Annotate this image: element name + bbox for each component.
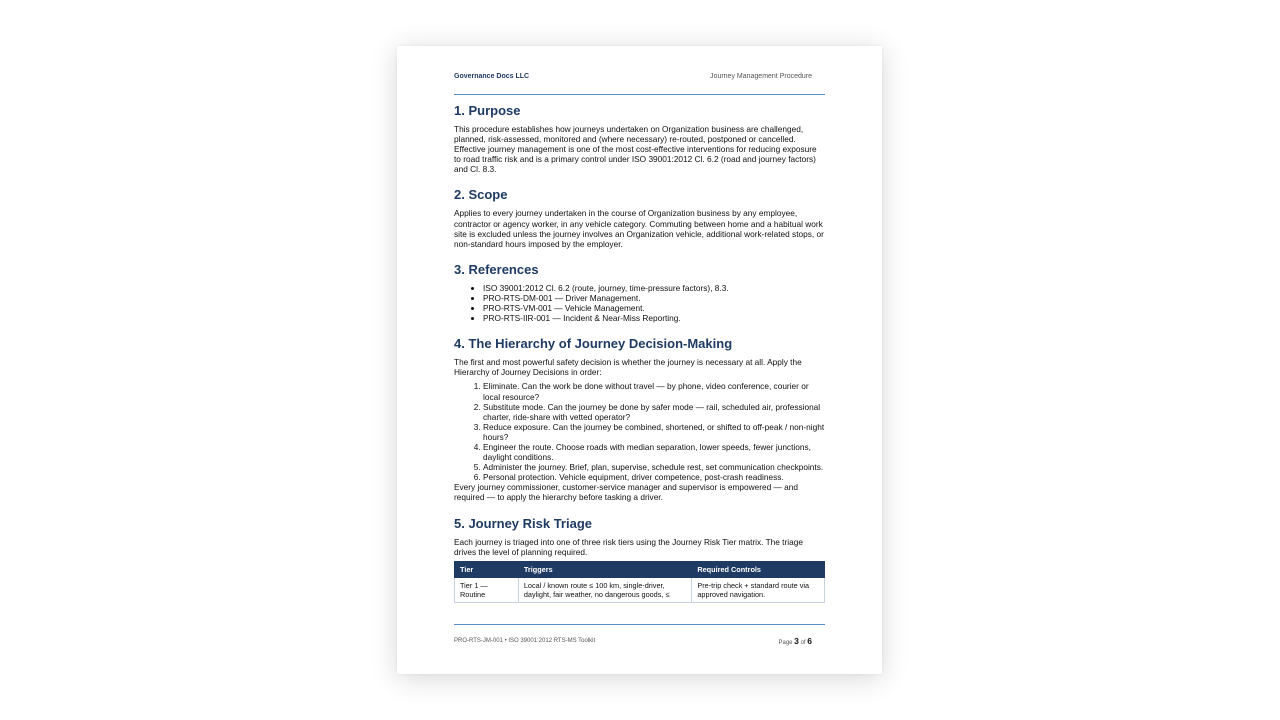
page-number <box>778 636 812 646</box>
table-header-cell: Required Controls <box>692 561 825 577</box>
list-item: • PRO-RTS-IIR-001 — Incident & Near-Miss Reporting. <box>483 313 825 323</box>
footer-doc-ref: PRO-RTS-JM-001 • ISO 39001:2012 RTS-MS Toolkit <box>454 638 596 644</box>
triage-intro: Each journey is triaged into one of three risk tiers using the Journey Risk Tier matrix. The triage drives the level of planning required. <box>454 536 803 557</box>
list-item: • PRO-RTS-DM-001 — Driver Management. <box>483 293 825 303</box>
hierarchy-intro: The first and most powerful safety decision is whether the journey is necessary at all. Apply the Hierarchy of Journey Decisions in order: <box>454 357 802 378</box>
section-hierarchy <box>454 335 825 502</box>
section-heading-hierarchy: 4. The Hierarchy of Journey Decision-Making <box>454 336 733 352</box>
section-triage <box>454 515 825 603</box>
section-scope <box>454 186 825 248</box>
page-content <box>454 102 825 615</box>
list-item: 2. Substitute mode. Can the journey be done by safer mode — rail, scheduled air, professional charter, ride-share with vetted operator? <box>483 402 825 422</box>
table-header-row <box>455 561 825 577</box>
section-heading-scope: 2. Scope <box>454 187 508 203</box>
purpose-body: This procedure establishes how journeys undertaken on Organization business are challenged, planned, risk-assessed, monitored and (where necessary) re-routed, postponed or cancelled. Effective journey management is one of the most cost-effective interventions for reducing exposure to road traffic risk and is a primary control under ISO 39001:2012 Cl. 6.2 (road and journey factors) and Cl. 8.3. <box>454 124 817 175</box>
table-cell: Pre-trip check + standard route via approved navigation. <box>692 577 825 602</box>
list-item: • PRO-RTS-VM-001 — Vehicle Management. <box>483 303 825 313</box>
hierarchy-list <box>454 381 825 482</box>
list-item: • ISO 39001:2012 Cl. 6.2 (route, journey, time-pressure factors), 8.3. <box>483 283 825 293</box>
section-references <box>454 261 825 323</box>
table-header-cell: Triggers <box>518 561 691 577</box>
list-item: 4. Engineer the route. Choose roads with median separation, lower speeds, fewer junctions, daylight conditions. <box>483 442 825 462</box>
scope-body: Applies to every journey undertaken in the course of Organization business by any employee, contractor or agency worker, in any vehicle category. Commuting between home and a habitual work site is excluded unless the journey involves an Organization vehicle, additional work-related stops, or non-standard hours imposed by the employer. <box>454 208 824 249</box>
table-cell: Tier 1 — Routine <box>455 577 519 602</box>
list-item: 6. Personal protection. Vehicle equipment, driver competence, post-crash readiness. <box>483 472 825 482</box>
table-row <box>455 577 825 602</box>
page-label: Page <box>778 640 793 646</box>
header-doc-title: Journey Management Procedure <box>710 73 812 80</box>
table-header-cell: Tier <box>455 561 519 577</box>
section-heading-triage: 5. Journey Risk Triage <box>454 515 593 531</box>
document-page <box>397 46 882 674</box>
list-item: 5. Administer the journey. Brief, plan, supervise, schedule rest, set communication checkpoints. <box>483 462 825 472</box>
company-name: Governance Docs LLC <box>454 73 530 80</box>
section-purpose <box>454 102 825 174</box>
references-list <box>454 283 825 323</box>
table-cell: Local / known route ≤ 100 km, single-driver, daylight, fair weather, no dangerous goods, ≤ <box>518 577 691 602</box>
page-header <box>454 73 825 95</box>
hierarchy-outro: Every journey commissioner, customer-service manager and supervisor is empowered — and required — to apply the hierarchy before tasking a driver. <box>454 482 799 503</box>
list-item: 3. Reduce exposure. Can the journey be combined, shortened, or shifted to off-peak / non-night hours? <box>483 422 825 442</box>
page-of-label: of <box>800 640 806 646</box>
section-heading-purpose: 1. Purpose <box>454 103 521 118</box>
section-heading-references: 3. References <box>454 261 539 277</box>
page-footer <box>454 624 825 646</box>
page-current: 3 <box>794 636 799 646</box>
page-total: 6 <box>807 636 812 646</box>
risk-tier-table <box>454 561 825 603</box>
list-item: 1. Eliminate. Can the work be done without travel — by phone, video conference, courier or local resource? <box>483 381 825 401</box>
